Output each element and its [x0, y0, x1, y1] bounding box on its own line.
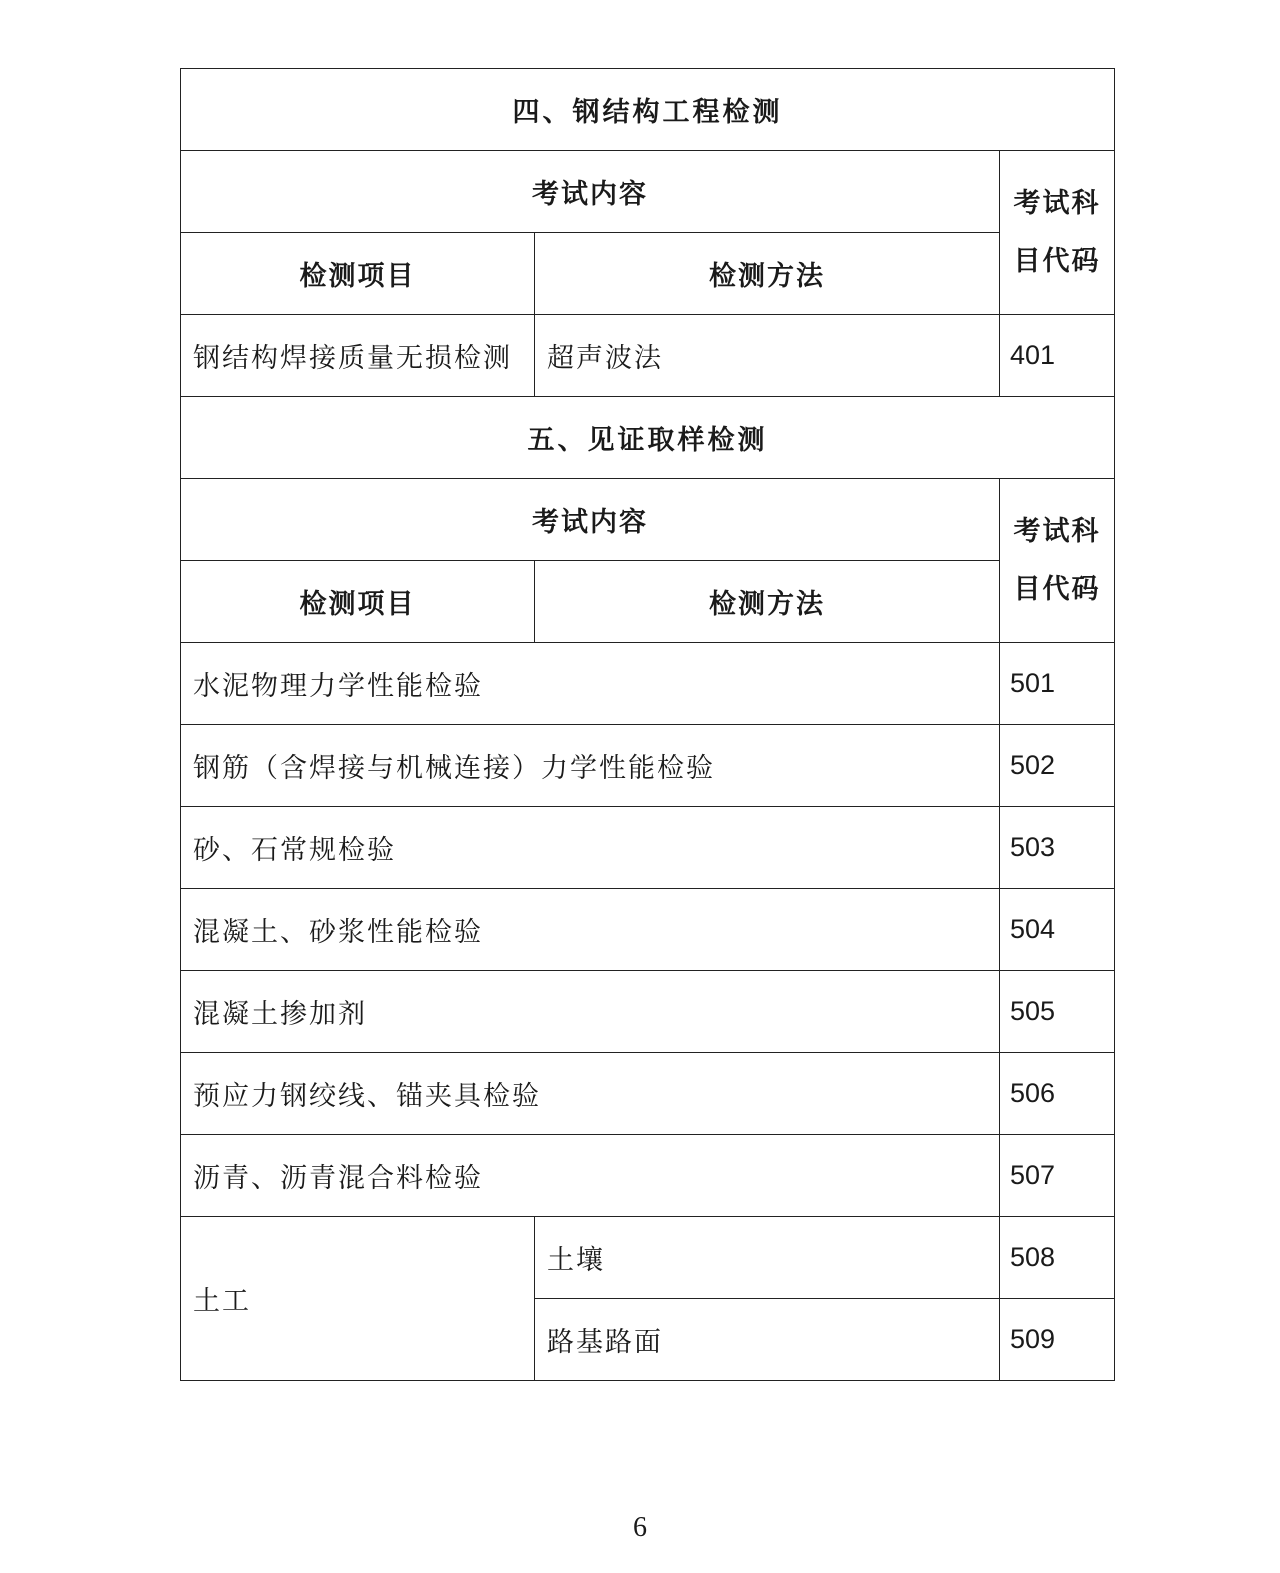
table-row	[181, 1217, 1115, 1299]
table-row	[181, 889, 1115, 971]
code-cell: 503	[1000, 807, 1115, 889]
exam-subject-table	[180, 68, 1115, 1381]
section-4-header-row-1	[181, 151, 1115, 233]
item-cell: 沥青、沥青混合料检验	[181, 1135, 1000, 1217]
code-cell: 506	[1000, 1053, 1115, 1135]
section-5-title: 五、见证取样检测	[181, 397, 1115, 479]
section-5-title-row	[181, 397, 1115, 479]
section-4-method-header: 检测方法	[535, 233, 1000, 315]
table-row	[181, 725, 1115, 807]
section-4-title-row	[181, 69, 1115, 151]
code-cell: 505	[1000, 971, 1115, 1053]
section-4-item-header: 检测项目	[181, 233, 535, 315]
table-row	[181, 971, 1115, 1053]
section-5-method-header: 检测方法	[535, 561, 1000, 643]
page-number: 6	[633, 1512, 647, 1543]
section-5-header-row-1	[181, 479, 1115, 561]
group-item-cell: 土工	[181, 1217, 535, 1381]
table-row	[181, 1135, 1115, 1217]
table-row	[181, 315, 1115, 397]
method-cell: 路基路面	[535, 1299, 1000, 1381]
item-cell: 预应力钢绞线、锚夹具检验	[181, 1053, 1000, 1135]
table-row	[181, 1053, 1115, 1135]
section-4-title: 四、钢结构工程检测	[181, 69, 1115, 151]
section-4-content-header: 考试内容	[181, 151, 1000, 233]
item-cell: 混凝土、砂浆性能检验	[181, 889, 1000, 971]
code-cell: 509	[1000, 1299, 1115, 1381]
code-cell: 507	[1000, 1135, 1115, 1217]
item-cell: 水泥物理力学性能检验	[181, 643, 1000, 725]
section-5-content-header: 考试内容	[181, 479, 1000, 561]
section-5-header-row-2	[181, 561, 1115, 643]
code-cell: 401	[1000, 315, 1115, 397]
item-cell: 砂、石常规检验	[181, 807, 1000, 889]
section-5-item-header: 检测项目	[181, 561, 535, 643]
table-row	[181, 807, 1115, 889]
code-cell: 504	[1000, 889, 1115, 971]
item-cell: 钢筋（含焊接与机械连接）力学性能检验	[181, 725, 1000, 807]
section-4-code-header: 考试科目代码	[1000, 151, 1115, 315]
item-cell: 混凝土掺加剂	[181, 971, 1000, 1053]
code-cell: 501	[1000, 643, 1115, 725]
table-row	[181, 643, 1115, 725]
section-4-header-row-2	[181, 233, 1115, 315]
code-cell: 502	[1000, 725, 1115, 807]
code-cell: 508	[1000, 1217, 1115, 1299]
item-cell: 钢结构焊接质量无损检测	[181, 315, 535, 397]
method-cell: 土壤	[535, 1217, 1000, 1299]
method-cell: 超声波法	[535, 315, 1000, 397]
section-5-code-header: 考试科目代码	[1000, 479, 1115, 643]
